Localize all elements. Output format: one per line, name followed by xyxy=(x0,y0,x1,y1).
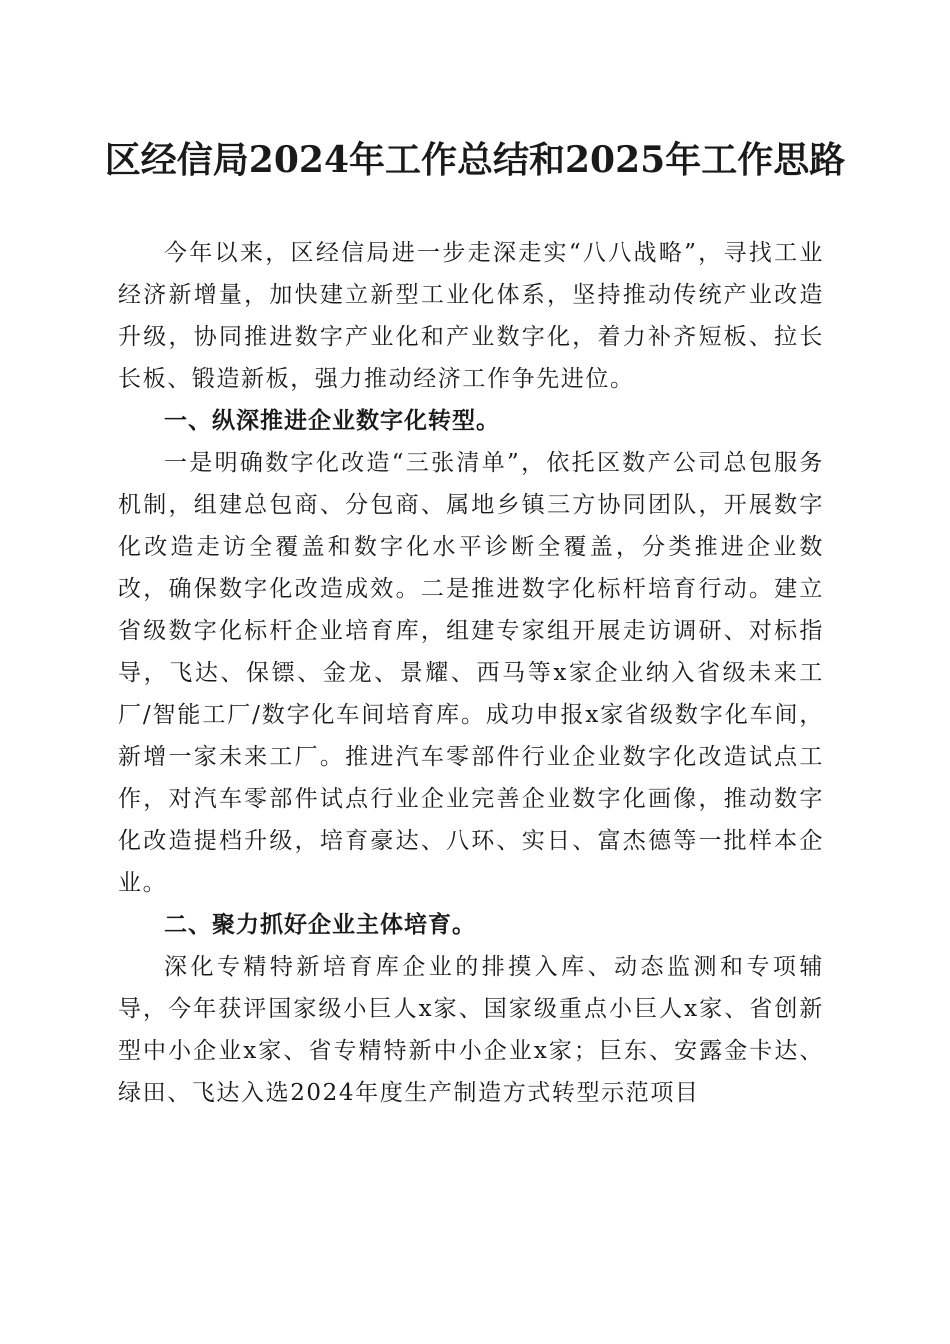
section-body-1: 一是明确数字化改造“三张清单”，依托区数产公司总包服务机制，组建总包商、分包商、属地乡镇三方协同团队，开展数字化改造走访全覆盖和数字化水平诊断全覆盖，分类推进企业数改，确保数字化改造成效。二是推进数字化标杆培育行动。建立省级数字化标杆企业培育库，组建专家组开展走访调研、对标指导，飞达、保镖、金龙、景耀、西马等x家企业纳入省级未来工厂/智能工厂/数字化车间培育库。成功申报x家省级数字化车间，新增一家未来工厂。推进汽车零部件行业企业数字化改造试点工作，对汽车零部件试点行业企业完善企业数字化画像，推动数字化改造提档升级，培育豪达、八环、实日、富杰德等一批样本企业。 xyxy=(118,450,824,896)
section-heading-1: 一、纵深推进企业数字化转型。 xyxy=(164,408,500,434)
intro-paragraph: 今年以来，区经信局进一步走深走实“八八战略”，寻找工业经济新增量，加快建立新型工业化体系，坚持推动传统产业改造升级，协同推进数字产业化和产业数字化，着力补齐短板、拉长长板、锻造新板，强力推动经济工作争先进位。 xyxy=(118,240,824,392)
document-body xyxy=(118,232,824,1114)
document-title: 区经信局2024年工作总结和2025年工作思路 xyxy=(104,139,846,181)
section-heading-2: 二、聚力抓好企业主体培育。 xyxy=(164,912,476,938)
section-body-2: 深化专精特新培育库企业的排摸入库、动态监测和专项辅导，今年获评国家级小巨人x家、国家级重点小巨人x家、省创新型中小企业x家、省专精特新中小企业x家；巨东、安露金卡达、绿田、飞达入选2024年度生产制造方式转型示范项目 xyxy=(118,954,824,1106)
